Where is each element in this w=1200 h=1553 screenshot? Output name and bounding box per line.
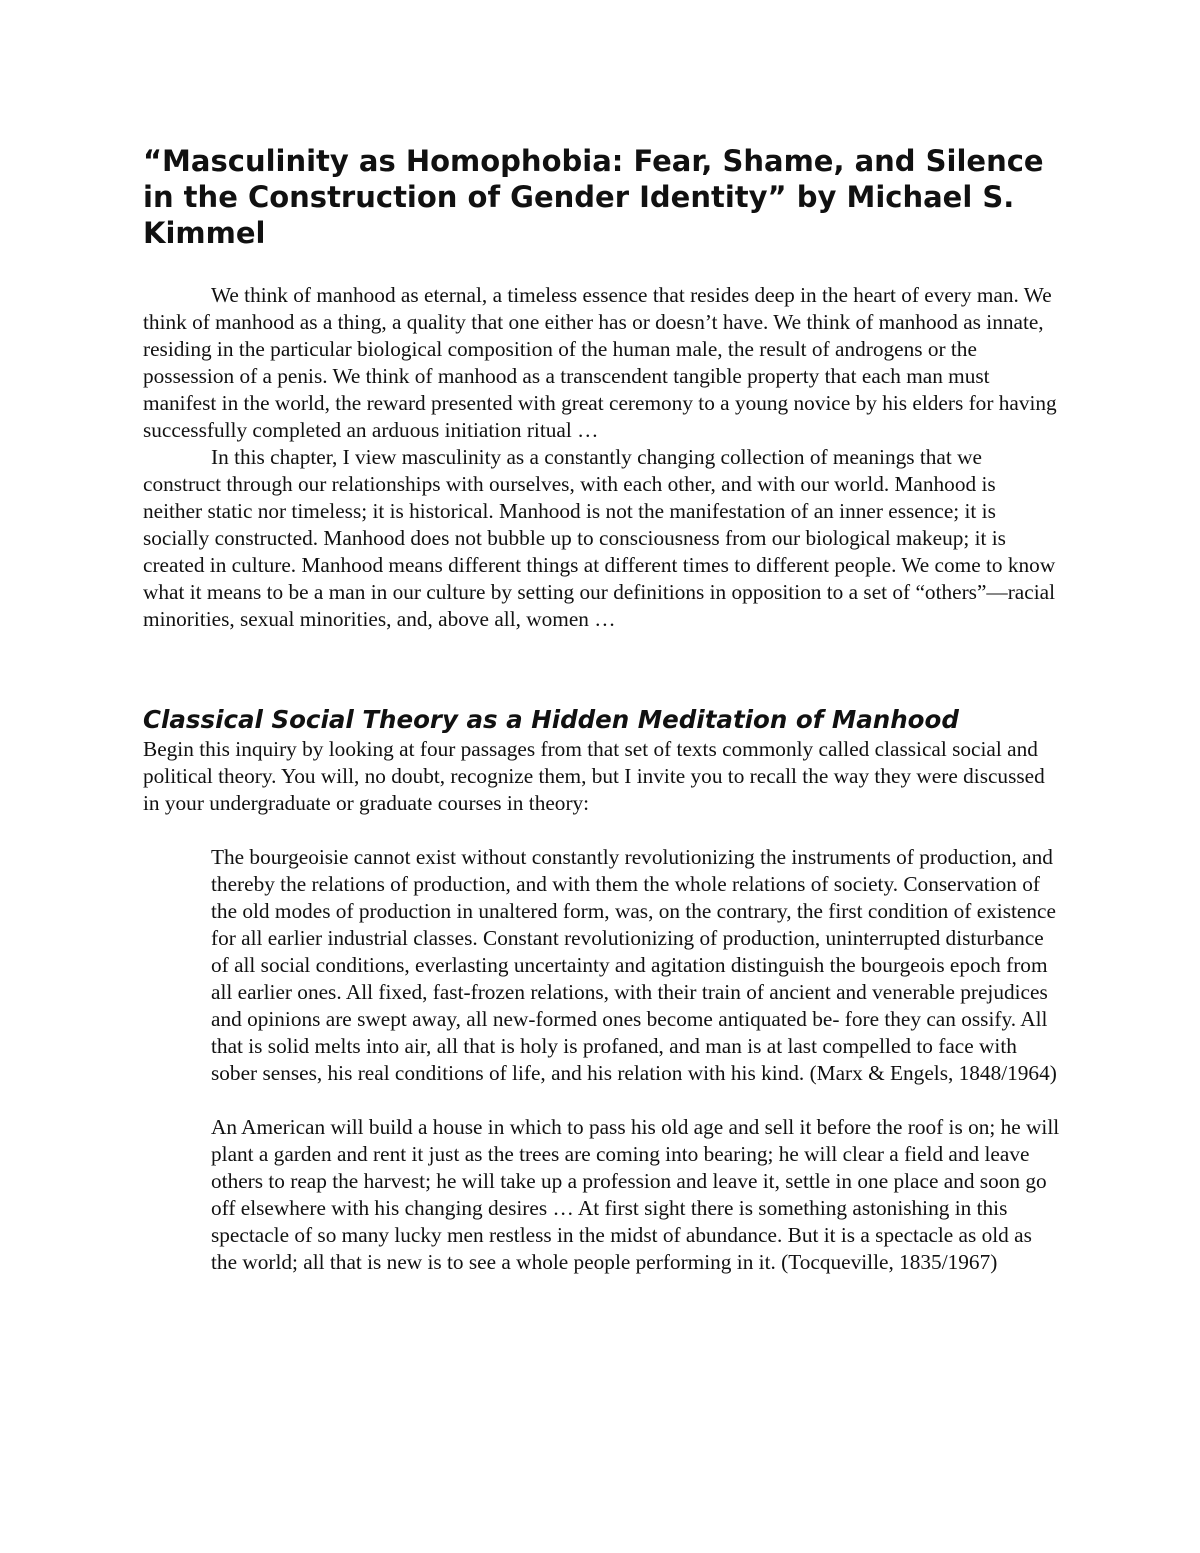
block-quotes <box>211 844 1061 1303</box>
intro-paragraph-1: We think of manhood as eternal, a timeless essence that resides deep in the heart of every man. We think of manhood as a thing, a quality that one either has or doesn’t have. We think of manhood as innate, residing in the particular biological composition of the human male, the result of androgens or the possession of a penis. We think of manhood as a transcendent tangible property that each man must manifest in the world, the reward presented with great ceremony to a young novice by his elders for having successfully completed an arduous initiation ritual … <box>143 283 1057 442</box>
document-title: “Masculinity as Homophobia: Fear, Shame, and Silence in the Construction of Gender Identity” by Michael S. Kimmel <box>143 144 1044 250</box>
intro-section <box>143 282 1058 633</box>
block-quote-tocqueville: An American will build a house in which to pass his old age and sell it before the roof is on; he will plant a garden and rent it just as the trees are coming into bearing; he will clear a field and leave others to reap the harvest; he will take up a profession and leave it, settle in one place and soon go off elsewhere with his changing desires … At first sight there is something astonishing in this spectacle of so many lucky men restless in the midst of abundance. But it is a spectacle as old as the world; all that is new is to see a whole people performing in it. (Tocqueville, 1835/1967) <box>211 1115 1060 1274</box>
intro-paragraph-2: In this chapter, I view masculinity as a constantly changing collection of meanings that we construct through our relationships with ourselves, with each other, and with our world. Manhood is neither static nor timeless; it is historical. Manhood is not the manifestation of an inner essence; it is socially constructed. Manhood does not bubble up to consciousness from our biological makeup; it is created in culture. Manhood means different things at different times to different people. We come to know what it means to be a man in our culture by setting our definitions in opposition to a set of “others”—racial minorities, sexual minorities, and, above all, women … <box>143 445 1056 631</box>
section-intro-paragraph: Begin this inquiry by looking at four passages from that set of texts commonly called classical social and political theory. You will, no doubt, recognize them, but I invite you to recall the way they were discussed in your undergraduate or graduate courses in theory: <box>143 737 1045 815</box>
section-heading: Classical Social Theory as a Hidden Meditation of Manhood <box>143 705 959 734</box>
block-quote-marx-engels: The bourgeoisie cannot exist without constantly revolutionizing the instruments of production, and thereby the relations of production, and with them the whole relations of society. Conservation of the old modes of production in unaltered form, was, on the contrary, the first condition of existence for all earlier industrial classes. Constant revolutionizing of production, uninterrupted disturbance of all social conditions, everlasting uncertainty and agitation distinguish the bourgeois epoch from all earlier ones. All fixed, fast-frozen relations, with their train of ancient and venerable prejudices and opinions are swept away, all new-formed ones become antiquated be- fore they can ossify. All that is solid melts into air, all that is holy is profaned, and man is at last compelled to face with sober senses, his real conditions of life, and his relation with his kind. (Marx & Engels, 1848/1964) <box>211 845 1057 1085</box>
